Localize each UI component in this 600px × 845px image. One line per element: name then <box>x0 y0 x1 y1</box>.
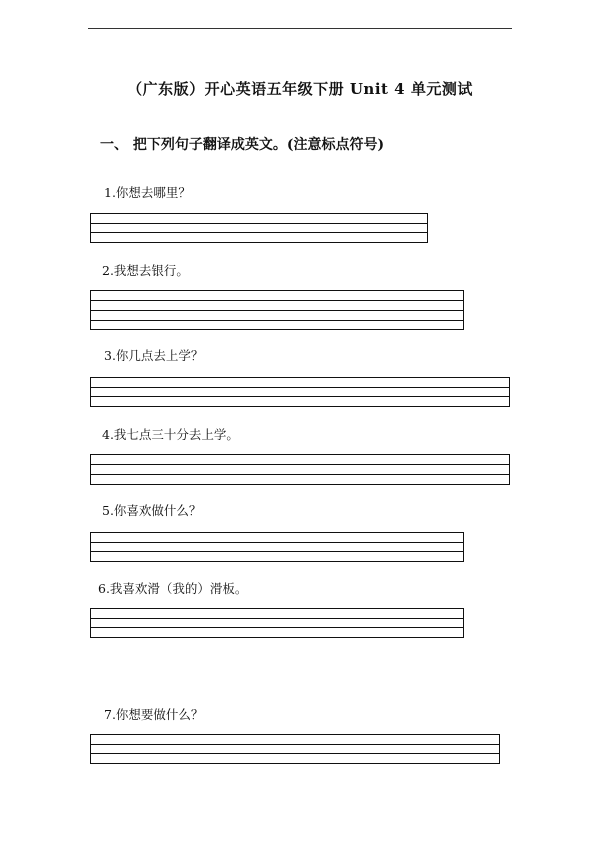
writing-line <box>91 300 463 301</box>
writing-line <box>91 232 427 233</box>
question-prompt: 4.我七点三十分去上学。 <box>102 427 239 442</box>
question-prompt: 7.你想要做什么？ <box>104 707 204 722</box>
writing-line <box>91 542 463 543</box>
question-prompt: 2.我想去银行。 <box>102 263 189 278</box>
answer-lines[interactable] <box>90 608 464 638</box>
writing-line <box>91 396 509 397</box>
answer-lines[interactable] <box>90 377 510 407</box>
answer-lines[interactable] <box>90 213 428 243</box>
writing-line <box>91 618 463 619</box>
writing-line <box>91 387 509 388</box>
writing-line <box>91 223 427 224</box>
writing-line <box>91 753 499 754</box>
answer-lines[interactable] <box>90 290 464 330</box>
writing-line <box>91 551 463 552</box>
writing-line <box>91 474 509 475</box>
answer-lines[interactable] <box>90 532 464 562</box>
header-rule <box>88 28 512 29</box>
answer-lines[interactable] <box>90 734 500 764</box>
question-prompt: 3.你几点去上学？ <box>104 348 204 363</box>
writing-line <box>91 744 499 745</box>
writing-line <box>91 627 463 628</box>
writing-line <box>91 320 463 321</box>
question-prompt: 5.你喜欢做什么？ <box>102 503 202 518</box>
question-prompt: 1.你想去哪里？ <box>104 185 191 200</box>
question-prompt: 6.我喜欢滑（我的）滑板。 <box>98 581 248 596</box>
writing-line <box>91 310 463 311</box>
answer-lines[interactable] <box>90 454 510 485</box>
writing-line <box>91 464 509 465</box>
page-title: （广东版）开心英语五年级下册 Unit 4 单元测试 <box>127 80 473 98</box>
section-heading: 一、 把下列句子翻译成英文。(注意标点符号) <box>100 137 385 153</box>
